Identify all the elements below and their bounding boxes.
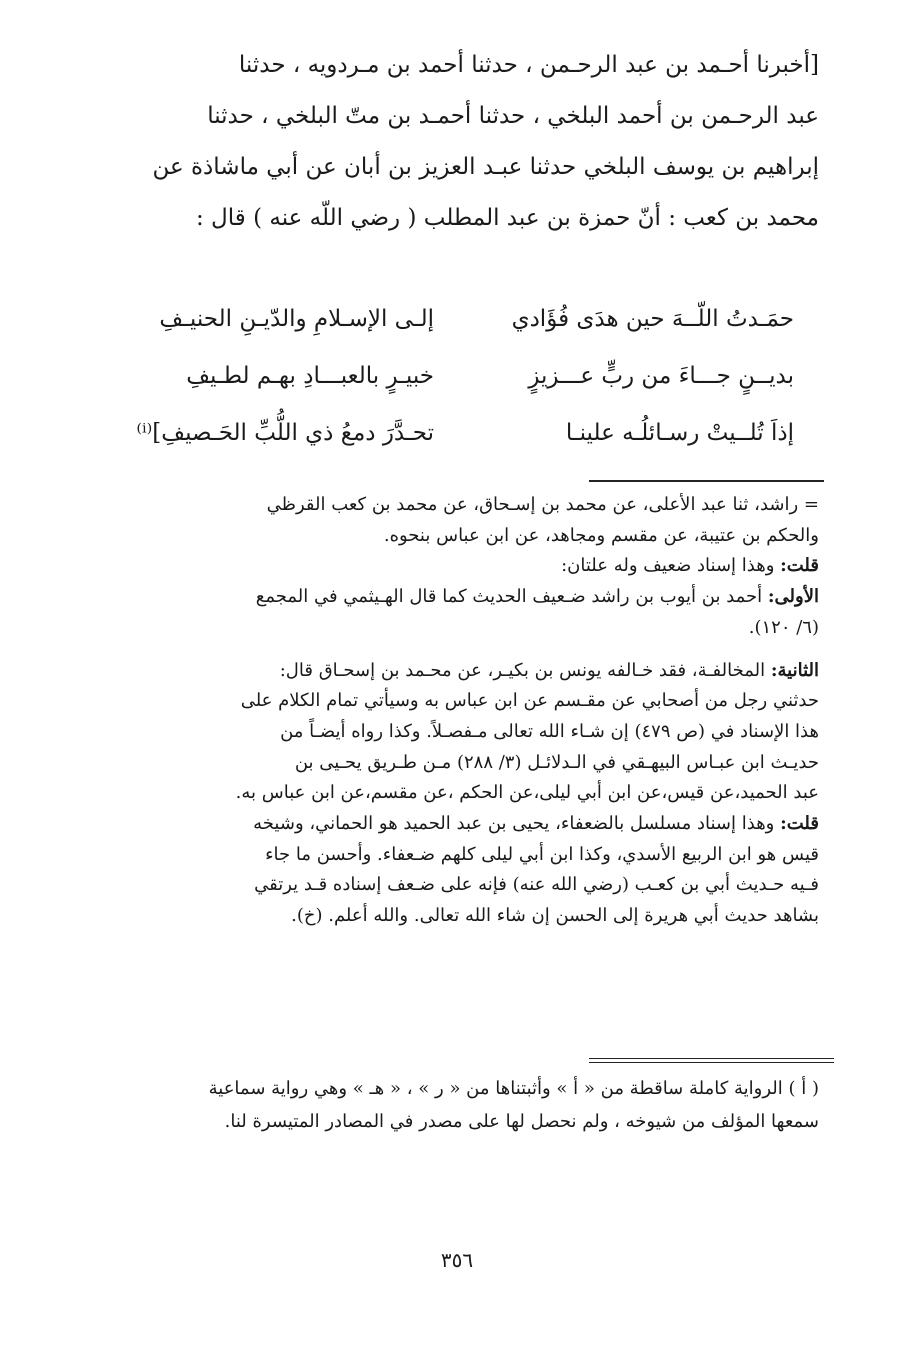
poem-verse — [114, 404, 794, 461]
poem-first-hemistich: إذاَ تُلــيتْ رسـائلُـه علينـا — [565, 419, 794, 446]
footnote-line: (٦/ ١٢٠). — [748, 616, 819, 638]
footnote-lead: الثانية: — [770, 659, 819, 681]
footnote-line: حديـث ابن عبـاس البيهـقي في الـدلائـل (٣/ ٢٨٨) مـن طـريق يحـيى بن — [294, 751, 819, 773]
footnote-line: الأولى: أحمد بن أيوب بن راشد ضـعيف الحديث كما قال الهـيثمي في المجمع — [255, 586, 819, 608]
poem-verse — [114, 347, 794, 404]
footnote-line: قلت: وهذا إسناد ضعيف وله علتان: — [561, 555, 819, 577]
editor-note-line: ( أ ) الرواية كاملة ساقطة من « أ » وأثبتناها من « ر » ، « هـ » وهي رواية سماعية — [208, 1078, 819, 1099]
footnote-lead: قلت: — [780, 555, 819, 577]
footnote-line: بشاهد حديث أبي هريرة إلى الحسن إن شاء الله تعالى. والله أعلم. (خ). — [291, 905, 819, 927]
footnote-line: فـيه حـديث أبي بن كعـب (رضي الله عنه) فإنه على ضـعف إسناده قـد يرتقي — [254, 874, 819, 896]
poem-second-hemistich: خبيـرٍ بالعبـــادِ بهـم لطـيفِ — [186, 362, 434, 389]
main-text-line: [أخبرنا أحـمد بن عبد الرحـمن ، حدثنا أحمد بن مـردويه ، حدثنا — [238, 52, 819, 78]
footnote-line: هذا الإسناد في (ص ٤٧٩) إن شـاء الله تعالى مـفصـلاً. وكذا رواه أيضـاً من — [280, 720, 819, 742]
editor-note-line: سمعها المؤلف من شيوخه ، ولم نحصل لها على مصدر في المصادر المتيسرة لنا. — [224, 1111, 819, 1132]
poem-second-hemistich: إلـى الإسـلامِ والدّيـنِ الحنيـفِ — [159, 305, 434, 332]
main-text — [94, 40, 819, 244]
poem-first-hemistich: حمَـدتُ اللّــهَ حين هدَى فُؤَادي — [511, 305, 794, 332]
editor-note — [89, 1072, 819, 1138]
footnotes — [89, 490, 819, 932]
poem-second-hemistich: تحـدَّرَ دمعُ ذي اللُّبِّ الحَـصيفِ]⁽ⁱ⁾ — [136, 419, 434, 446]
footnote-line: عبد الحميد،عن قيس،عن ابن أبي ليلى،عن الحكم ،عن مقسم،عن ابن عباس به. — [235, 782, 819, 804]
poem-first-hemistich: بديــنٍ جـــاءَ من ربٍّ عـــزيزٍ — [528, 362, 794, 389]
footnote-line: والحكم بن عتيبة، عن مقسم ومجاهد، عن ابن عباس بنحوه. — [383, 524, 819, 546]
footnote-line: قيس هو ابن الربيع الأسدي، وكذا ابن أبي ليلى كلهم ضـعفاء. وأحسن ما جاء — [265, 843, 819, 865]
editor-note-separator — [589, 1058, 834, 1063]
footnote-lead: قلت: — [780, 813, 819, 835]
footnote-separator — [589, 480, 824, 482]
main-text-line: إبراهيم بن يوسف البلخي حدثنا عبـد العزيز بن أبان عن أبي ماشاذة عن — [152, 154, 819, 180]
main-text-line: عبد الرحـمن بن أحمد البلخي ، حدثنا أحمـد بن متّ البلخي ، حدثنا — [207, 103, 819, 129]
footnote-line: الثانية: المخالفـة، فقد خـالفه يونس بن بكيـر، عن محـمد بن إسحـاق قال: — [279, 659, 819, 681]
page-number: ٣٥٦ — [440, 1248, 474, 1272]
footnote-line: حدثني رجل من أصحابي عن مقـسم عن ابن عباس به وسيأتي تمام الكلام على — [240, 690, 819, 712]
footnote-lead: الأولى: — [767, 586, 819, 608]
main-text-line: محمد بن كعب : أنّ حمزة بن عبد المطلب ( رضي اللّه عنه ) قال : — [196, 205, 819, 231]
footnote-line: = راشد، ثنا عبد الأعلى، عن محمد بن إسـحاق، عن محمد بن كعب القرظي — [266, 494, 819, 515]
footnote-line: قلت: وهذا إسناد مسلسل بالضعفاء، يحيى بن عبد الحميد هو الحماني، وشيخه — [253, 813, 819, 835]
poem-verse — [114, 290, 794, 347]
poem — [114, 290, 794, 461]
